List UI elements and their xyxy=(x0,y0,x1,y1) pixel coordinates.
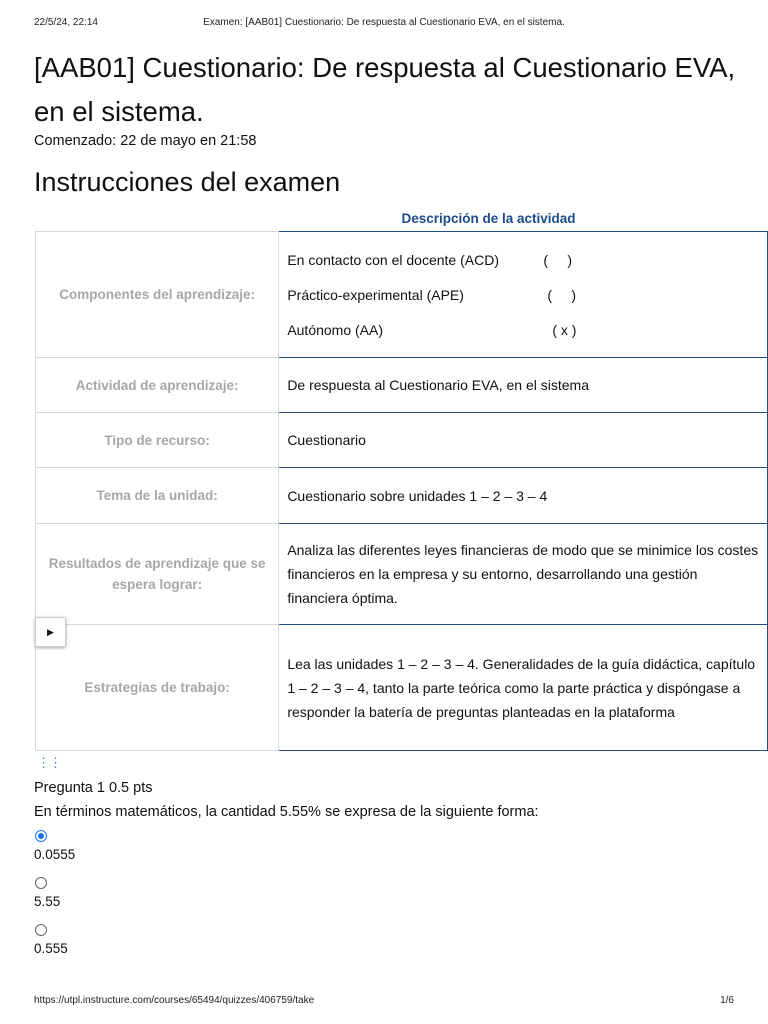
table-row xyxy=(36,232,768,358)
page-number: 1/6 xyxy=(720,995,734,1006)
instructions-heading: Instrucciones del examen xyxy=(34,167,341,197)
question-block xyxy=(34,778,734,958)
activity-description-header: Descripción de la actividad xyxy=(401,211,576,226)
started-info xyxy=(34,133,256,149)
print-header xyxy=(34,17,734,31)
component-mark: ( x ) xyxy=(552,321,577,338)
component-name: Práctico-experimental (APE) xyxy=(287,286,464,303)
components-value xyxy=(279,232,768,358)
component-name: En contacto con el docente (ACD) xyxy=(287,251,499,268)
radio-unselected[interactable] xyxy=(35,877,47,889)
answer-label: 0.0555 xyxy=(34,847,76,862)
question-text: En términos matemáticos, la cantidad 5.55% se expresa de la siguiente forma: xyxy=(34,804,539,820)
answer-option[interactable] xyxy=(34,924,734,958)
component-mark: ( ) xyxy=(543,251,573,268)
component-item xyxy=(287,242,759,277)
print-page-title: Examen: [AAB01] Cuestionario: De respuesta al Cuestionario EVA, en el sistema. xyxy=(203,17,565,28)
activity-label: Actividad de aprendizaje: xyxy=(36,358,279,413)
question-header xyxy=(34,778,734,798)
question-number: Pregunta 1 xyxy=(34,780,105,796)
answer-option[interactable] xyxy=(34,877,734,911)
component-item xyxy=(287,312,759,347)
resource-type-label: Tipo de recurso: xyxy=(36,413,279,468)
radio-unselected[interactable] xyxy=(35,924,47,936)
play-button[interactable] xyxy=(35,617,66,647)
answer-label: 0.555 xyxy=(34,941,68,956)
unit-topic-value: Cuestionario sobre unidades 1 – 2 – 3 – 4 xyxy=(279,468,768,524)
component-mark: ( ) xyxy=(547,286,577,303)
component-item xyxy=(287,277,759,312)
component-name: Autónomo (AA) xyxy=(287,321,384,338)
work-strategies-label: Estrategias de trabajo: xyxy=(36,625,279,751)
table-row xyxy=(36,524,768,625)
learning-outcomes-label: Resultados de aprendizaje que se espera lograr: xyxy=(36,524,279,625)
activity-table xyxy=(35,231,768,751)
resource-type-value: Cuestionario xyxy=(279,413,768,468)
drag-handle-icon[interactable]: ⋮⋮ xyxy=(37,755,61,770)
table-row xyxy=(36,625,768,751)
learning-outcomes-value: Analiza las diferentes leyes financieras de modo que se minimice los costes financieros en la empresa y su entorno, desarrollando una gestión financiera óptima. xyxy=(279,524,768,625)
table-row xyxy=(36,468,768,524)
started-label: Comenzado: xyxy=(34,133,117,149)
answer-label: 5.55 xyxy=(34,894,61,909)
answer-option[interactable] xyxy=(34,830,734,864)
print-date: 22/5/24, 22:14 xyxy=(34,17,98,28)
table-row xyxy=(36,358,768,413)
work-strategies-value: Lea las unidades 1 – 2 – 3 – 4. Generalidades de la guía didáctica, capítulo 1 – 2 – 3 – 4, tanto la parte teórica como la parte práctica y dispóngase a responder la batería de preguntas planteadas en la plataforma xyxy=(279,625,768,751)
table-row xyxy=(36,413,768,468)
components-label: Componentes del aprendizaje: xyxy=(36,232,279,358)
radio-selected[interactable] xyxy=(35,830,47,842)
quiz-title: [AAB01] Cuestionario: De respuesta al Cuestionario EVA, en el sistema. xyxy=(34,52,736,127)
activity-value: De respuesta al Cuestionario EVA, en el sistema xyxy=(279,358,768,413)
page-url: https://utpl.instructure.com/courses/65494/quizzes/406759/take xyxy=(34,995,315,1006)
started-value: 22 de mayo en 21:58 xyxy=(120,133,257,149)
question-points: 0.5 pts xyxy=(108,780,153,796)
play-icon: ▶ xyxy=(47,626,54,637)
unit-topic-label: Tema de la unidad: xyxy=(36,468,279,524)
